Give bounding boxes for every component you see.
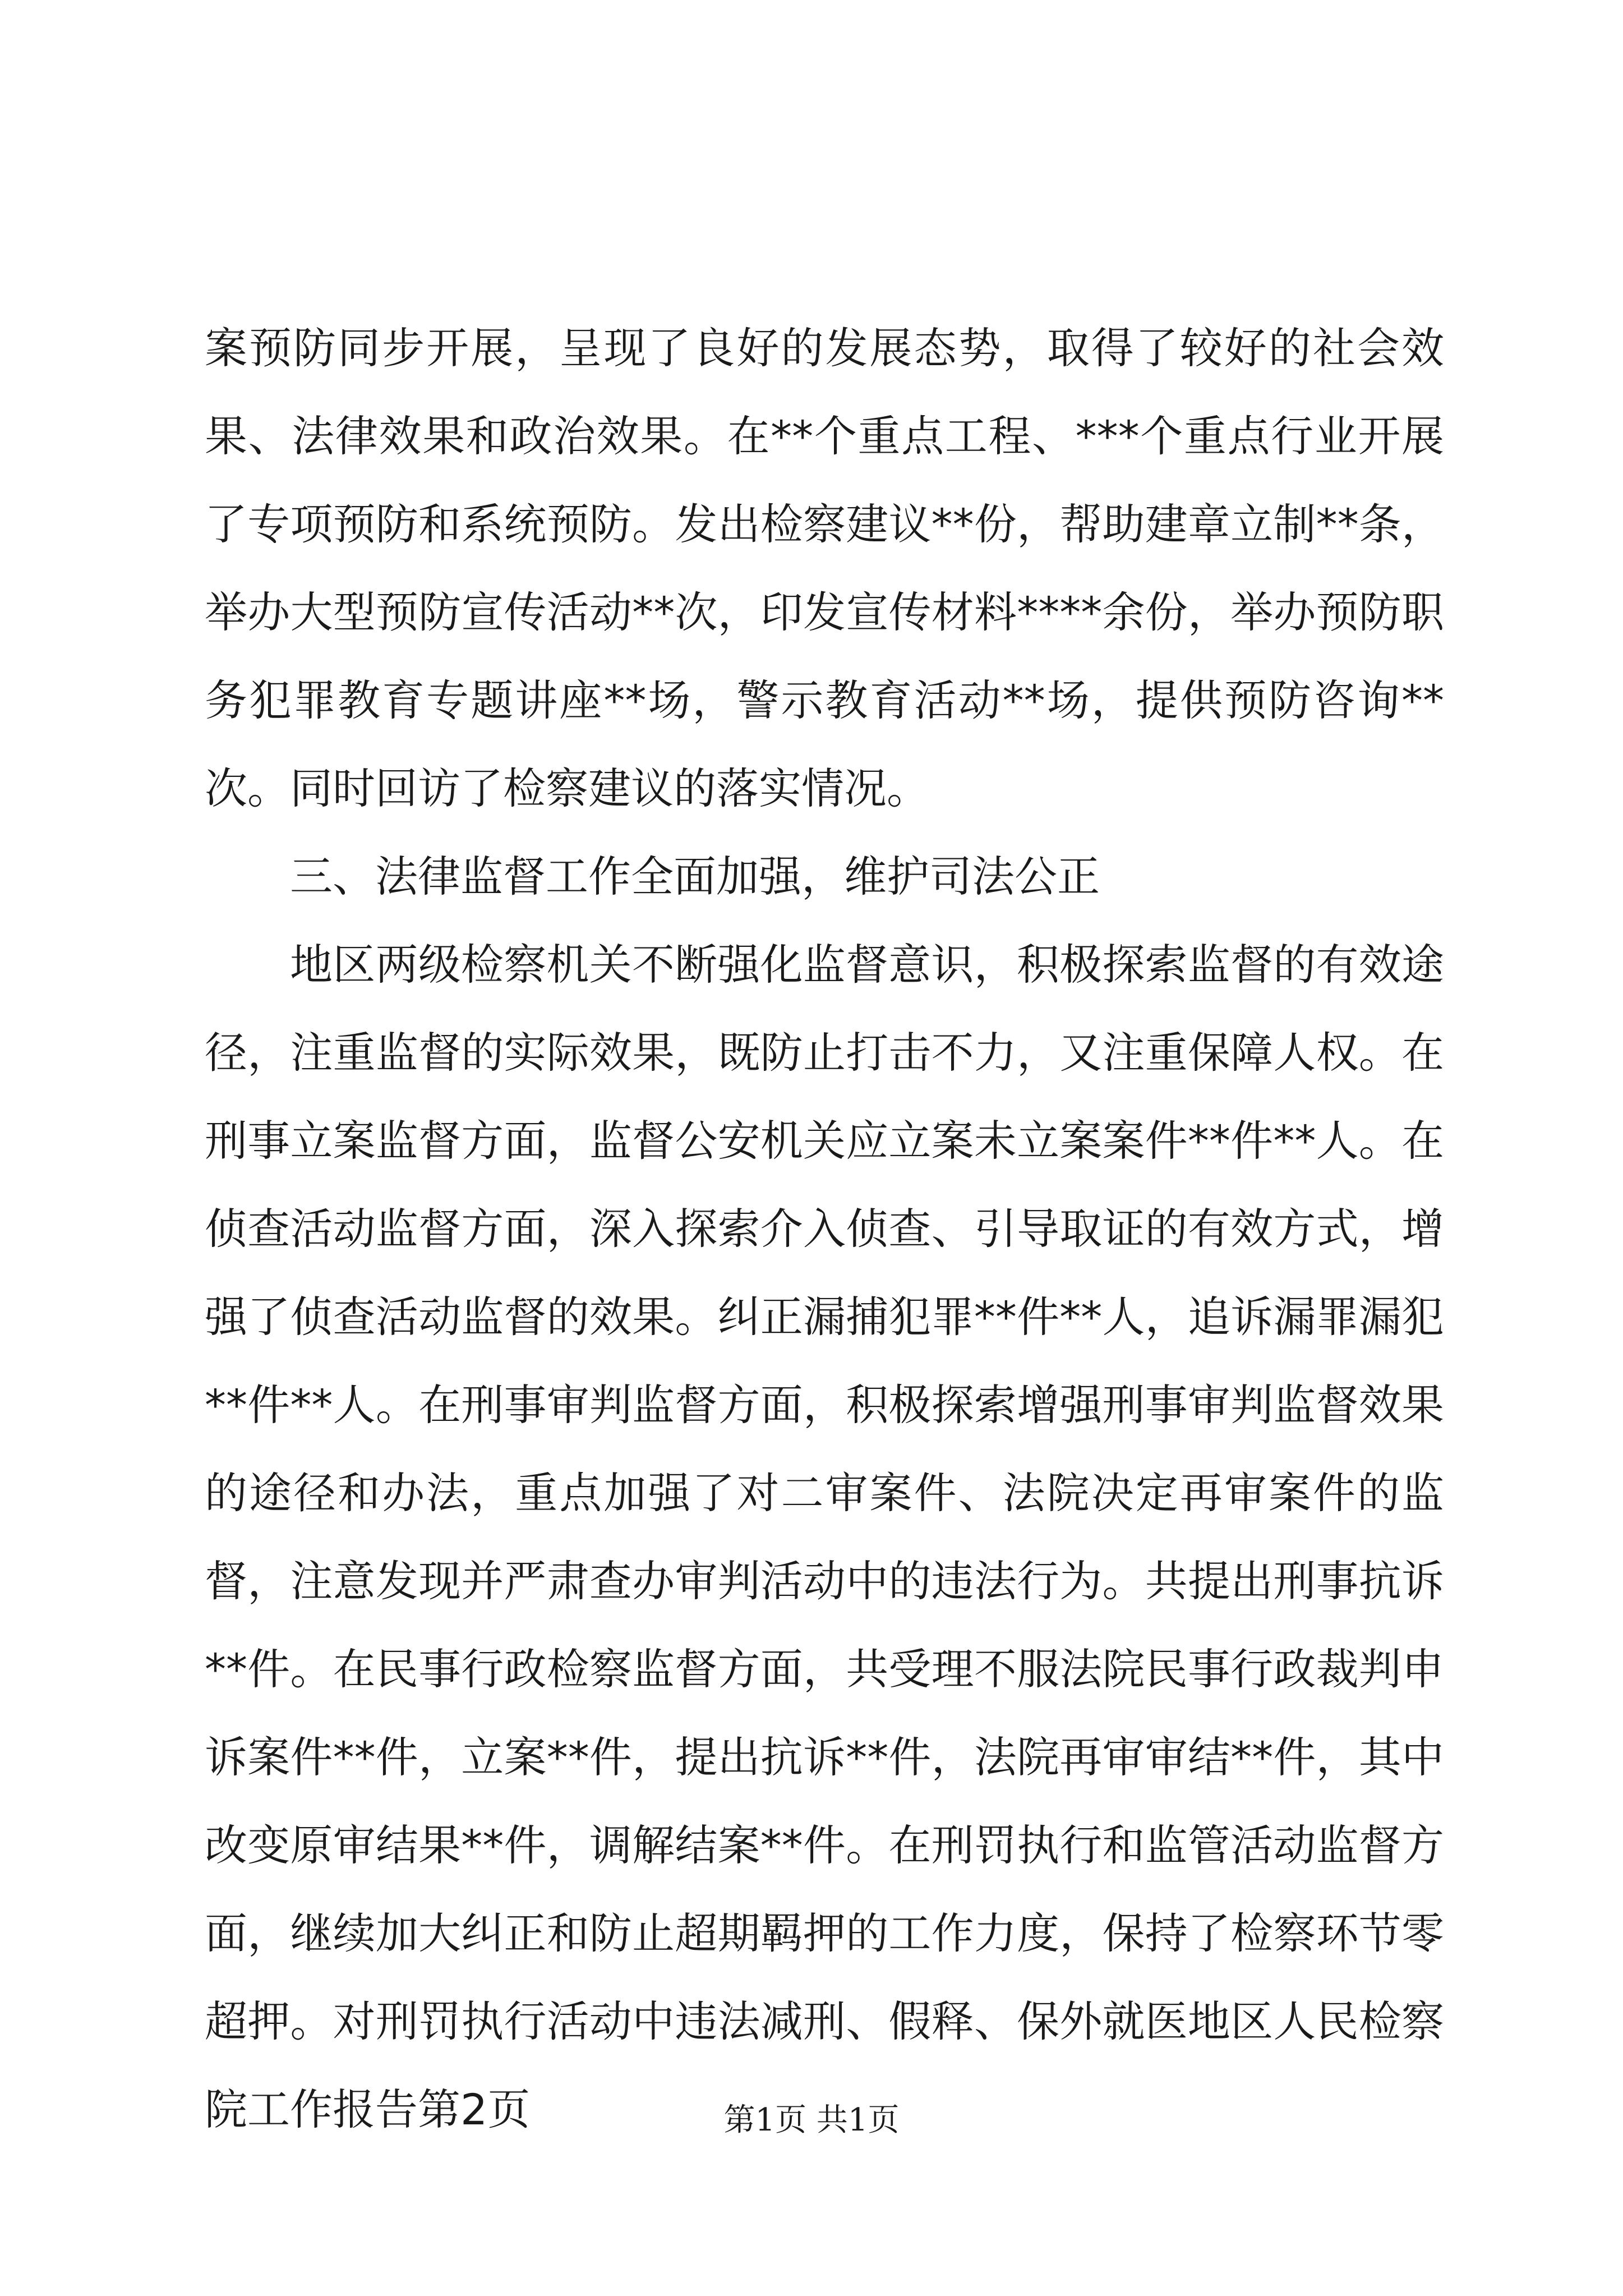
page-footer: 第1页 共1页 bbox=[723, 2102, 900, 2138]
paragraph-prevention-summary: 案预防同步开展，呈现了良好的发展态势，取得了较好的社会效果、法律效果和政治效果。在**个重点工程、***个重点行业开展了专项预防和系统预防。发出检察建议**份，帮助建章立制**条，举办大型预防宣传活动**次，印发宣传材料****余份，举办预防职务犯罪教育专题讲座**场，警示教育活动**场，提供预防咨询**次。同时回访了检察建议的落实情况。 bbox=[205, 323, 1444, 813]
section-heading-legal-supervision: 三、法律监督工作全面加强，维护司法公正 bbox=[290, 852, 1100, 901]
document-body bbox=[205, 304, 1444, 2154]
paragraph-legal-supervision: 地区两级检察机关不断强化监督意识，积极探索监督的有效途径，注重监督的实际效果，既防止打击不力，又注重保障人权。在刑事立案监督方面，监督公安机关应立案未立案案件**件**人。在侦查活动监督方面，深入探索介入侦查、引导取证的有效方式，增强了侦查活动监督的效果。纠正漏捕犯罪**件**人，追诉漏罪漏犯**件**人。在刑事审判监督方面，积极探索增强刑事审判监督效果的途径和办法，重点加强了对二审案件、法院决定再审案件的监督，注意发现并严肃查办审判活动中的违法行为。共提出刑事抗诉**件。在民事行政检察监督方面，共受理不服法院民事行政裁判申诉案件**件，立案**件，提出抗诉**件，法院再审审结**件，其中改变原审结果**件，调解结案**件。在刑罚执行和监管活动监督方面，继续加大纠正和防止超期羁押的工作力度，保持了检察环节零超押。对刑罚执行活动中违法减刑、假释、保外就医地区人民检察院工作报告第2页 bbox=[205, 940, 1444, 2134]
